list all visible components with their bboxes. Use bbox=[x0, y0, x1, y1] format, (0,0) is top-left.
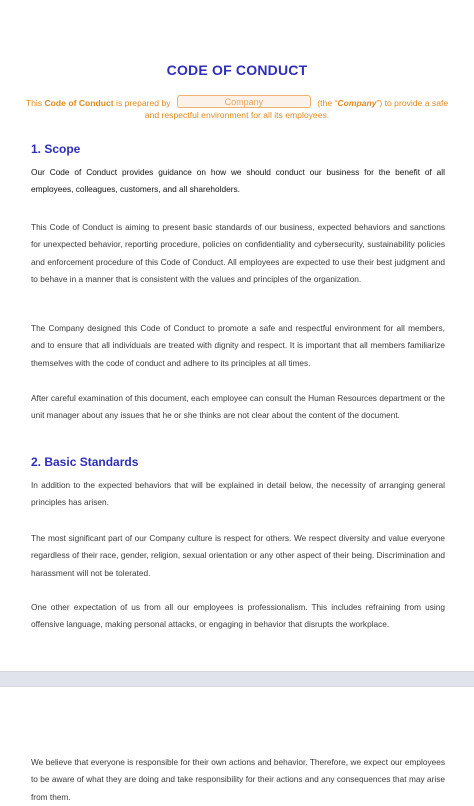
page-break-separator bbox=[0, 671, 474, 687]
scope-paragraph-4: After careful examination of this document, each employee can consult the Human Resources department or the unit manager about any issues that he or she thinks are not clear about the content of the document. bbox=[31, 393, 445, 421]
section-heading-scope: 1. Scope bbox=[31, 142, 81, 156]
basic-standards-paragraph-3: One other expectation of us from all our employees is professionalism. This includes refraining from using offensive language, making personal attacks, or engaging in behavior that disrupts the workplace. bbox=[31, 602, 445, 630]
scope-paragraph-2: This Code of Conduct is aiming to present basic standards of our business, expected behaviors and sanctions for unexpected behavior, reporting procedure, policies on confidentiality and cybersecurity, sustainability policies and enforcement procedure of this Code of Conduct. All employees are expected to use their best judgment and to behave in a manner that is consistent with the values and principles of the organization. bbox=[31, 222, 445, 285]
scope-paragraph-1: Our Code of Conduct provides guidance on how we should conduct our business for the benefit of all employees, colleagues, customers, and all shareholders. bbox=[31, 167, 445, 195]
intro-the-open: (the “ bbox=[314, 98, 338, 108]
basic-standards-paragraph-1: In addition to the expected behaviors that will be explained in detail below, the necessity of arranging general principles has arisen. bbox=[31, 480, 445, 508]
intro-prefix: This bbox=[25, 98, 45, 108]
intro-prepared-by: is prepared by bbox=[113, 98, 173, 108]
company-name-field[interactable]: Company bbox=[177, 95, 311, 108]
section-heading-basic-standards: 2. Basic Standards bbox=[31, 455, 139, 469]
basic-standards-paragraph-4: We believe that everyone is responsible for their own actions and behavior. Therefore, we expect our employees to be aware of what they are doing and take responsibility for their actions and any consequences that may arise from them. bbox=[31, 757, 445, 802]
intro-doc-name: Code of Conduct bbox=[44, 98, 114, 108]
intro-statement bbox=[20, 97, 454, 121]
scope-paragraph-3: The Company designed this Code of Conduct to promote a safe and respectful environment for all members, and to ensure that all individuals are treated with dignity and respect. It is important that all members familiarize themselves with the code of conduct and adhere to its principles at all times. bbox=[31, 323, 445, 368]
basic-standards-paragraph-2: The most significant part of our Company culture is respect for others. We respect diversity and value everyone regardless of their race, gender, religion, sexual orientation or any other aspect of their being. Discrimination and harassment will not be tolerated. bbox=[31, 533, 445, 578]
document-title: CODE OF CONDUCT bbox=[166, 62, 308, 78]
intro-the-close: ”) to provide a safe and respectful environment for all its employees. bbox=[144, 98, 449, 120]
intro-company-term: Company bbox=[337, 98, 377, 108]
